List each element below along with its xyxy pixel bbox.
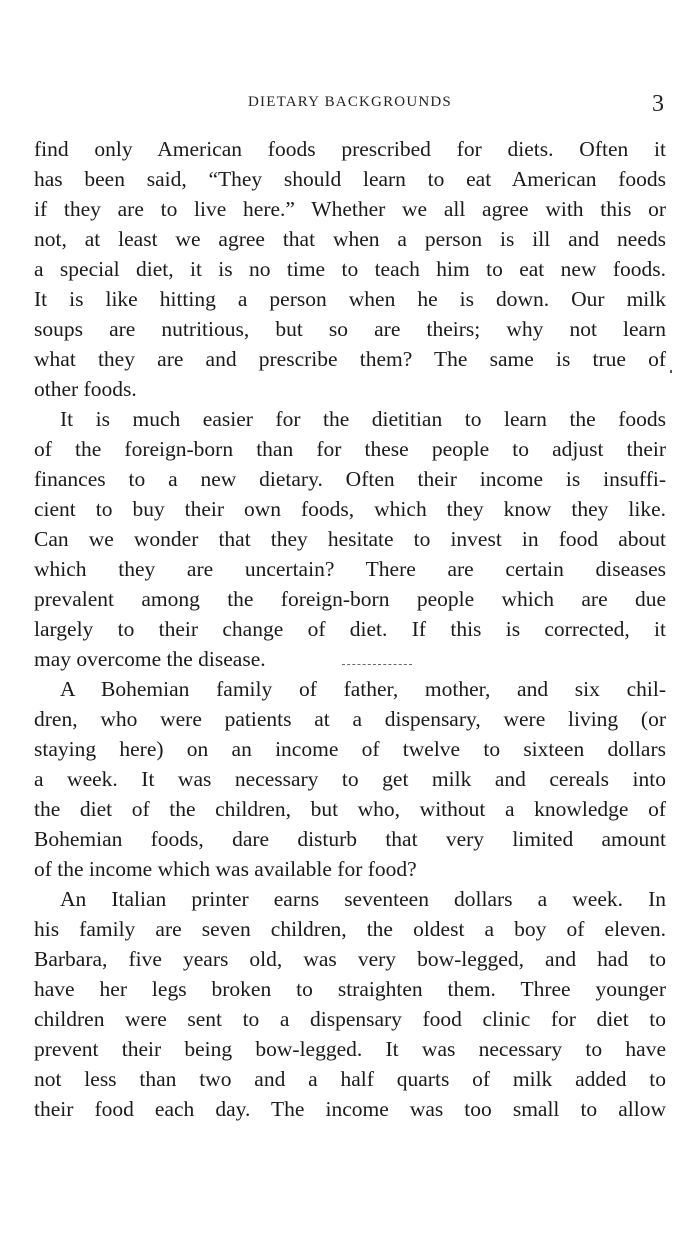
text-line: cient to buy their own foods, which they know they like. <box>34 497 666 521</box>
text-line: An Italian printer earns seventeen dollars a week. In <box>60 887 666 911</box>
text-line: not less than two and a half quarts of milk added to <box>34 1067 666 1091</box>
text-line: has been said, “They should learn to eat American foods <box>34 167 666 191</box>
text-line: It is much easier for the dietitian to learn the foods <box>60 407 666 431</box>
running-title: DIETARY BACKGROUNDS <box>248 94 452 110</box>
text-line: It is like hitting a person when he is down. Our milk <box>34 287 666 311</box>
page-number: 3 <box>652 91 664 117</box>
text-line: Barbara, five years old, was very bow-legged, and had to <box>34 947 666 971</box>
text-line: not, at least we agree that when a person is ill and needs <box>34 227 666 251</box>
text-line: prevalent among the foreign-born people which are due <box>34 587 666 611</box>
text-line: A Bohemian family of father, mother, and six chil- <box>60 677 666 701</box>
text-line: his family are seven children, the oldest a boy of eleven. <box>34 917 666 941</box>
pencil-dash-mark <box>342 664 412 667</box>
text-line: staying here) on an income of twelve to sixteen dollars <box>34 737 666 761</box>
text-line: their food each day. The income was too small to allow <box>34 1097 666 1121</box>
text-line: prevent their being bow-legged. It was necessary to have <box>34 1037 666 1061</box>
text-line: have her legs broken to straighten them. Three younger <box>34 977 666 1001</box>
text-line: of the income which was available for food? <box>34 857 417 881</box>
text-line: soups are nutritious, but so are theirs; why not learn <box>34 317 666 341</box>
text-line: Bohemian foods, dare disturb that very limited amount <box>34 827 666 851</box>
text-line: largely to their change of diet. If this is corrected, it <box>34 617 666 641</box>
text-line: which they are uncertain? There are certain diseases <box>34 557 666 581</box>
running-head <box>0 91 700 121</box>
text-line: a week. It was necessary to get milk and cereals into <box>34 767 666 791</box>
body-text <box>34 134 666 1124</box>
text-line: the diet of the children, but who, without a knowledge of <box>34 797 666 821</box>
text-line: may overcome the disease. <box>34 647 266 671</box>
text-line: children were sent to a dispensary food clinic for diet to <box>34 1007 666 1031</box>
text-line: of the foreign-born than for these people to adjust their <box>34 437 666 461</box>
text-line: if they are to live here.” Whether we all agree with this or <box>34 197 666 221</box>
text-line: a special diet, it is no time to teach him to eat new foods. <box>34 257 666 281</box>
text-line: finances to a new dietary. Often their income is insuffi- <box>34 467 666 491</box>
text-line: other foods. <box>34 377 137 401</box>
text-line: Can we wonder that they hesitate to invest in food about <box>34 527 666 551</box>
text-line: find only American foods prescribed for diets. Often it <box>34 137 666 161</box>
text-line: dren, who were patients at a dispensary, were living (or <box>34 707 666 731</box>
margin-tick-mark <box>670 370 672 373</box>
text-line: what they are and prescribe them? The same is true of <box>34 347 666 371</box>
